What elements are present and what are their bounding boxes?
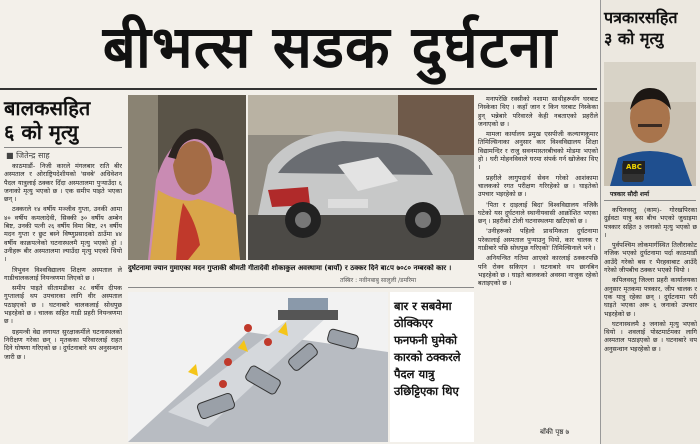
callout-line: ठोक्किएर bbox=[394, 316, 433, 330]
journalist-photo bbox=[604, 62, 696, 186]
left-story-byline bbox=[6, 150, 50, 161]
page-reference bbox=[540, 428, 569, 437]
illustration-callout-box bbox=[390, 292, 474, 442]
left-story-title-line1: बालकसहित bbox=[4, 96, 91, 120]
wrecked-car-illustration bbox=[248, 95, 474, 260]
right-story-paragraph: कपिलवस्तु जिल्ला प्रहरी कार्यालयका अनुसार मृतकमा पत्रकार, जीप चालक र एक यात्रु रहेका छन् । दुर्घटनामा परी घाइते भएका अरू ६ जनाको उपचार भइरहेको छ । bbox=[604, 276, 697, 318]
left-story-paragraph: समीप पाइते सीतामढीका २८ वर्षीय दीपक गुप्तालाई थप उपचारका लागि वीर अस्पताल पठाइएको छ । घटनाबारे चालकलाई सोधपुछ भइरहेको छ । चालक सहित गाडी प्रहरी नियन्त्रणमा छ । bbox=[4, 284, 122, 326]
middle-story-paragraph: अनियन्त्रित गतिमा आएको कारलाई ठक्करपछि पनि रोक्न सकिएन । घटनाबारे थप छानबिन भइरहेको छ । घाइते बालकको अवस्था नाजुक रहेको बताइएको छ । bbox=[478, 254, 598, 288]
mic-label: ABC bbox=[623, 161, 645, 174]
caption-rule bbox=[128, 287, 474, 288]
callout-line: उछिट्टिएका थिए bbox=[394, 384, 459, 398]
right-story-title-line1: पत्रकारसहित bbox=[604, 8, 678, 27]
headline: बीभत्स सडक दुर्घटना bbox=[102, 12, 558, 81]
main-photo-caption: दुर्घटनामा ज्यान गुमाएका मदन गुप्ताकी श्रीमती गीतादेवी शोकाकुल अवस्थामा (बायाँ) र ठक्कर दिने बा८प ७०८० नम्बरको कार । bbox=[128, 264, 452, 272]
callout-line: फनफनी घुमेको bbox=[394, 333, 457, 347]
headline-rule bbox=[0, 88, 597, 90]
callout-line: पैदल यात्रु bbox=[394, 367, 435, 381]
mourning-woman-illustration bbox=[128, 95, 246, 260]
journalist-illustration bbox=[604, 62, 696, 186]
right-story-paragraph: कपिलवस्तु (काम)- गोरखपिरका दुईवटा यात्रु बस बीच भएको जुधाइमा पत्रकार सहित ३ जनाको मृत्यु भएको छ । bbox=[604, 206, 697, 239]
right-story-paragraph: घटनास्थलमै ३ जनाको मृत्यु भएको थियो । शवलाई पोस्टमार्टमका लागि अस्पताल पठाइएको छ । घटनाबारे थप अनुसन्धान भइरहेको छ । bbox=[604, 319, 697, 353]
byline-text: जितेन्द्र साह bbox=[16, 151, 50, 160]
accident-diagram bbox=[128, 292, 388, 442]
page-reference-text: बाँकी पृष्ठ ७ bbox=[540, 428, 570, 436]
wrecked-car-photo bbox=[248, 95, 474, 260]
left-story-paragraph: त्रिभुवन विश्वविद्यालय शिक्षण अस्पताल ले गाडीचालकलाई नियन्त्रणमा लिएको छ । bbox=[4, 265, 122, 282]
middle-story-paragraph: प्रहरीले लागुपदार्थ सेवन गरेको आशंकामा चालकको रगत परीक्षण गरिरहेको छ । घाइतेको उपचार भइरहेको छ । bbox=[478, 173, 598, 199]
byline-mark-icon: ■ bbox=[6, 151, 17, 160]
left-story-title-line2: ६ को मृत्यु bbox=[4, 120, 79, 144]
left-story-title bbox=[4, 96, 124, 144]
left-story-body bbox=[4, 162, 122, 444]
right-story-paragraph: पुर्वपश्चिम लोकमार्गस्थित तिलौराकोट नजिक भएको दुर्घटनामा पर्दा काठमाडौं आउँदै गरेको बस र भैरहवाबाट आउँदै गरेको जीपबीच ठक्कर भएको थियो । bbox=[604, 241, 697, 275]
middle-story-paragraph: मनापरेछि रक्सीको नशामा साथीहरूसँग घरबाट निस्केका थिए । कहाँ जान र किन घरबाट निस्केका हुन् भन्नेबारे परिवारले केही नबताएको प्रहरीले जनाएको छ । bbox=[478, 95, 598, 128]
right-story-title-line2: ३ को मृत्यु bbox=[604, 29, 664, 48]
mourning-woman-photo bbox=[128, 95, 246, 260]
left-story-paragraph: ठक्करले १४ वर्षीय मञ्जीव गुप्ता, उनकी आमा ४० वर्षीय कमलादेवी, सिक्की ३० वर्षीय अम्बेन बिष्ट, उनकी पत्नी २६ वर्षीय विमा बिष्ट, २९ वर्षीय मदन गुप्ता र छुट बस्ने विष्णुप्रसादको ठाउँमा ४४ वर्षीय काक्रपत्नेको घटनास्थलमै मृत्यु भएको हो । उनीहरू बीर अस्पतालमा ल्याउँदा मृत्यु भएको थियो । bbox=[4, 205, 122, 264]
middle-story-paragraph: 'उनीहरूको पहिलो प्राथमिकता दुर्घटनामा परेकालाई अस्पताल पुऱ्याउनु थियो, कार चालक र गाडीबारे पछि सोधपुछ गरिएको' तिमिल्सिनाले भने । bbox=[478, 227, 598, 253]
callout-line: बार र सबवेमा bbox=[394, 299, 452, 313]
right-story-body bbox=[604, 206, 697, 442]
left-story-paragraph: ग्रहमन्त्री वेद्य लगायत सुरक्षाकर्मीले घटनास्थलको निरीक्षण गरेका छन् । मृतकका परिवारलाई राहत दिने घोषणा गरिएको छ । दुर्घटनाबारे थप अनुसन्धान जारी छ । bbox=[4, 327, 122, 361]
middle-story-paragraph: 'पिता र दाइलाई बिदा' विश्वविद्यालय नजिकै घटेको यस दुर्घटनाले स्थानीयवासी आक्रोशित भएका छन् । प्रहरीको टोली घटनास्थलमा खटिएको छ । bbox=[478, 200, 598, 226]
right-story-title bbox=[604, 8, 698, 50]
left-story-rule bbox=[4, 147, 122, 148]
middle-story-body bbox=[478, 95, 598, 421]
left-story-paragraph: काठमाडौं- निजी कारले मंगलबार राति बीर अस्पताल र ओराष्ट्रियदेशीयको 'सवबे' अधिवेशन पैदल यात्रुलाई ठक्कर दिँदा अस्पतालमा पुऱ्याउँदा ६ जनाको मृत्यु भएको छ । एक समीप पाइते भएका छन् । bbox=[4, 162, 122, 204]
callout-line: कारको ठक्करले bbox=[394, 350, 461, 364]
journalist-photo-caption: पत्रकार सौदी शर्मा bbox=[610, 191, 650, 198]
accident-illustration bbox=[128, 292, 388, 442]
middle-story-paragraph: मामला कार्यालय प्रमुख एसपीजी कल्याणकुमार तिमिल्सिनाका अनुसार कार विश्वविद्यालय शिक्षा विद्यामन्दिर र राजु सवनमास्तरबीचको मोडमा भएको हो । घरी मोहनविवाले घरमा संपर्क गर्न खोजेका थिए । bbox=[478, 130, 598, 172]
right-caption-rule bbox=[604, 200, 696, 201]
main-photo-credit: तस्बिर : नवीनबाबु सालुली /डमरिमा bbox=[340, 277, 417, 284]
illustration-callout bbox=[390, 292, 474, 406]
